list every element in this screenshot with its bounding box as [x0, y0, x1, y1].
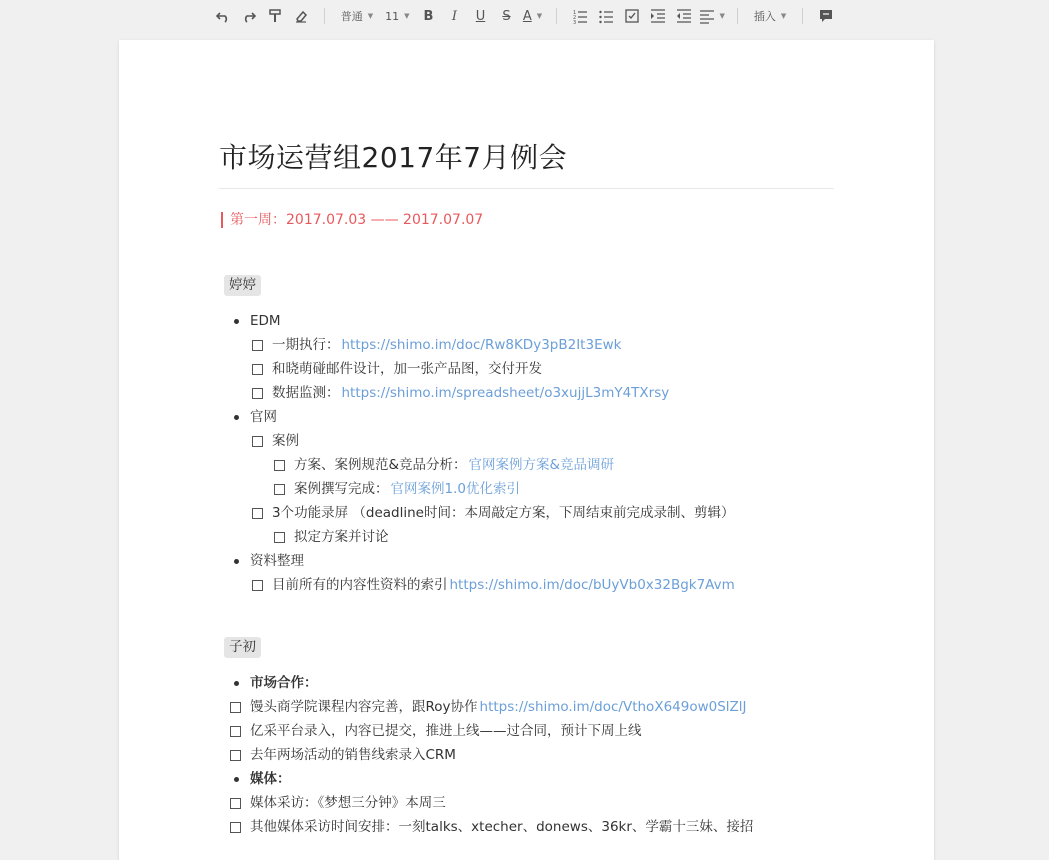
format-painter-icon[interactable]: [262, 4, 288, 28]
checklist-icon[interactable]: [619, 4, 645, 28]
bullet-list-icon[interactable]: [593, 4, 619, 28]
person-tag[interactable]: 子初: [224, 637, 261, 658]
svg-text:2: 2: [572, 15, 576, 21]
checklist-item-text: 数据监测：: [272, 385, 340, 401]
insert-label: 插入: [753, 10, 776, 23]
outdent-icon[interactable]: [671, 4, 697, 28]
checkbox[interactable]: [252, 364, 263, 375]
chevron-down-icon: ▼: [536, 12, 543, 20]
checkbox[interactable]: [252, 340, 263, 351]
checklist-item[interactable]: [230, 698, 747, 716]
week-heading[interactable]: 第一周：2017.07.03 —— 2017.07.07: [221, 212, 483, 228]
bullet-dot: [234, 319, 239, 324]
list-item[interactable]: [234, 408, 277, 426]
checklist-item-text: 一期执行：: [272, 337, 340, 353]
svg-text:1: 1: [572, 10, 576, 16]
page-title[interactable]: 市场运营组2017年7月例会: [219, 141, 568, 174]
align-icon: [699, 8, 715, 24]
list-item-text: EDM: [250, 313, 281, 329]
chevron-down-icon: ▼: [719, 12, 725, 20]
strikethrough-icon[interactable]: S: [502, 8, 511, 24]
bullet-dot: [234, 415, 239, 420]
paragraph-style-select[interactable]: [335, 4, 379, 28]
ordered-list-icon[interactable]: [567, 4, 593, 28]
font-color-icon: A: [522, 8, 532, 24]
align-button[interactable]: [697, 4, 727, 28]
bold-icon[interactable]: B: [423, 8, 434, 24]
chevron-down-icon: ▼: [367, 12, 374, 20]
title-divider: [219, 188, 834, 189]
indent-icon[interactable]: [645, 4, 671, 28]
checkbox[interactable]: [252, 580, 263, 591]
paragraph-style-label: 普通: [340, 10, 363, 23]
redo-icon[interactable]: [236, 4, 262, 28]
svg-text:3: 3: [572, 20, 576, 24]
list-item[interactable]: [234, 312, 281, 330]
checklist-item-text: 方案、案例规范&竞品分析：: [294, 457, 467, 473]
checklist-item[interactable]: [252, 432, 299, 450]
checkbox[interactable]: [230, 750, 241, 761]
doc-link[interactable]: https://shimo.im/doc/VthoX649ow0SlZlJ: [479, 699, 747, 715]
checkbox[interactable]: [274, 484, 285, 495]
checklist-item-text: 3个功能录屏 （deadline时间：本周敲定方案，下周结束前完成录制、剪辑）: [272, 505, 735, 521]
checklist-item-text: 去年两场活动的销售线索录入CRM: [250, 747, 456, 763]
font-size-select[interactable]: [379, 4, 415, 28]
document-page[interactable]: [119, 40, 934, 860]
doc-link[interactable]: 官网案例方案&竞品调研: [468, 457, 615, 473]
list-item[interactable]: [234, 552, 304, 570]
doc-link[interactable]: https://shimo.im/doc/Rw8KDy3pB2It3Ewk: [341, 337, 622, 353]
checklist-item[interactable]: [252, 360, 542, 378]
checklist-item-text: 案例撰写完成：: [294, 481, 389, 497]
doc-link[interactable]: https://shimo.im/doc/bUyVb0x32Bgk7Avm: [449, 577, 735, 593]
list-item[interactable]: [234, 674, 318, 692]
list-item[interactable]: [234, 770, 291, 788]
toolbar-divider: [802, 8, 803, 24]
checklist-item-text: 和晓萌碰邮件设计，加一张产品图，交付开发: [272, 361, 542, 377]
doc-link[interactable]: https://shimo.im/spreadsheet/o3xujjL3mY4TXrsy: [341, 385, 670, 401]
checklist-item[interactable]: [230, 818, 753, 836]
font-color-button[interactable]: [520, 4, 546, 28]
checkbox[interactable]: [252, 436, 263, 447]
doc-link[interactable]: 官网案例1.0优化索引: [390, 481, 520, 497]
checkbox[interactable]: [230, 726, 241, 737]
font-size-label: 11: [385, 9, 400, 23]
undo-icon[interactable]: [210, 4, 236, 28]
checklist-item[interactable]: [274, 528, 389, 546]
list-item-text: 资料整理: [250, 553, 304, 569]
checklist-item-text: 亿采平台录入，内容已提交，推进上线——过合同，预计下周上线: [250, 723, 642, 739]
checklist-item[interactable]: [230, 794, 446, 812]
checklist-item-text: 其他媒体采访时间安排：一刻talks、xtecher、donews、36kr、学霸十三妹、接招: [250, 819, 754, 835]
toolbar-divider: [324, 8, 325, 24]
checklist-item[interactable]: [252, 504, 734, 522]
bullet-dot: [234, 681, 239, 686]
checklist-item-text: 案例: [272, 433, 299, 449]
bullet-dot: [234, 559, 239, 564]
checklist-item[interactable]: [274, 480, 520, 498]
chevron-down-icon: ▼: [404, 12, 410, 20]
insert-menu[interactable]: [748, 4, 792, 28]
checklist-item-text: 媒体采访：《梦想三分钟》本周三: [250, 795, 446, 811]
clear-format-icon[interactable]: [288, 4, 314, 28]
checklist-item-text: 馒头商学院课程内容完善，跟Roy协作: [250, 699, 478, 715]
checklist-item-text: 目前所有的内容性资料的索引: [272, 577, 448, 593]
underline-icon[interactable]: U: [475, 8, 486, 24]
checklist-item[interactable]: [230, 746, 456, 764]
toolbar-divider: [556, 8, 557, 24]
checklist-item[interactable]: [274, 456, 614, 474]
editor-toolbar: [0, 0, 1049, 32]
bullet-dot: [234, 777, 239, 782]
checklist-item[interactable]: [230, 722, 642, 740]
person-tag[interactable]: 婷婷: [224, 275, 261, 296]
checkbox[interactable]: [274, 532, 285, 543]
list-item-text: 媒体：: [250, 771, 291, 787]
checkbox[interactable]: [274, 460, 285, 471]
checkbox[interactable]: [230, 702, 241, 713]
checkbox[interactable]: [230, 822, 241, 833]
checklist-item-text: 拟定方案并讨论: [294, 529, 389, 545]
list-item-text: 官网: [250, 409, 277, 425]
checklist-item[interactable]: [252, 576, 735, 594]
checkbox[interactable]: [252, 508, 263, 519]
checkbox[interactable]: [252, 388, 263, 399]
chevron-down-icon: ▼: [780, 12, 787, 20]
checklist-item[interactable]: [252, 336, 621, 354]
comment-icon[interactable]: [813, 4, 839, 28]
list-item-text: 市场合作：: [250, 675, 318, 691]
italic-icon[interactable]: I: [451, 8, 458, 24]
checklist-item[interactable]: [252, 384, 669, 402]
toolbar-divider: [737, 8, 738, 24]
checkbox[interactable]: [230, 798, 241, 809]
